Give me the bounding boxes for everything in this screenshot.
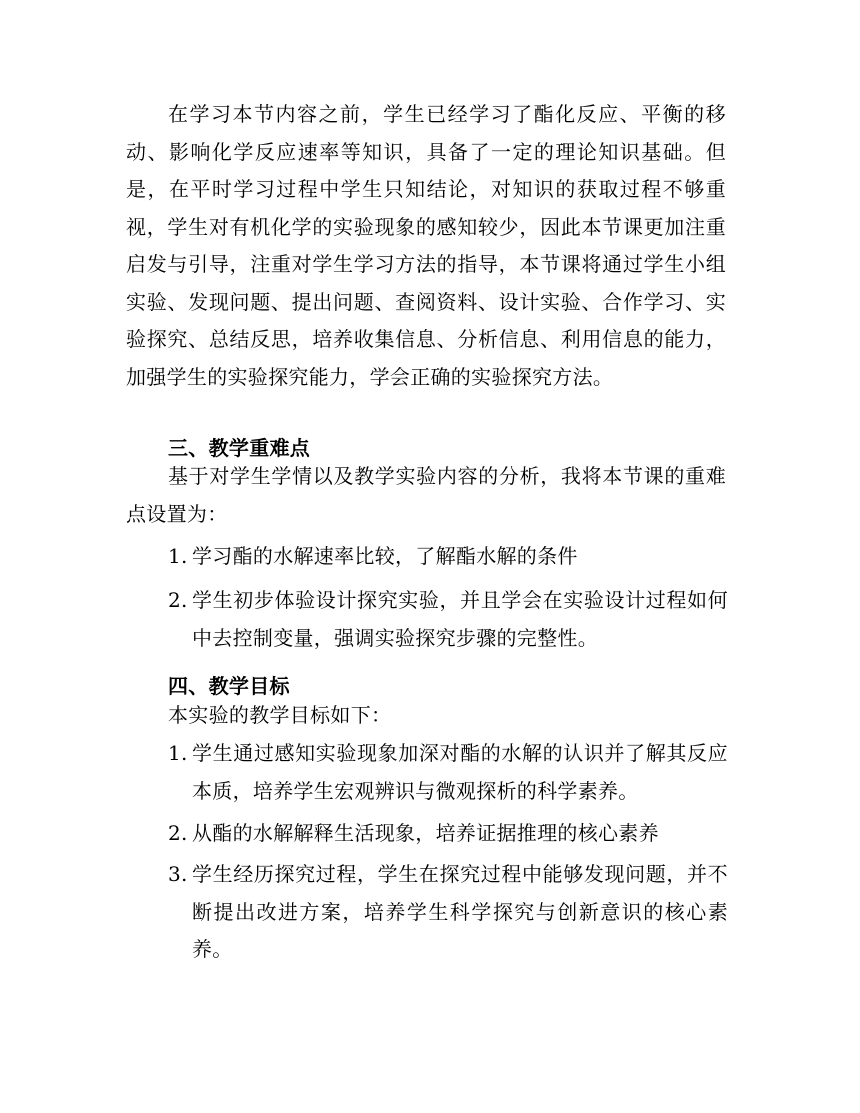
list-text: 学生通过感知实验现象加深对酯的水解的认识并了解其反应本质，培养学生宏观辨识与微观探析的科学素养。 <box>192 741 728 803</box>
list-item <box>168 735 728 810</box>
list-item <box>168 582 728 657</box>
list-text: 学习酯的水解速率比较，了解酯水解的条件 <box>192 544 578 568</box>
intro-paragraph: 在学习本节内容之前，学生已经学习了酯化反应、平衡的移动、影响化学反应速率等知识，具备了一定的理论知识基础。但是，在平时学习过程中学生只知结论，对知识的获取过程不够重视，学生对有机化学的实验现象的感知较少，因此本节课更加注重启发与引导，注重对学生学习方法的指导，本节课将通过学生小组实验、发现问题、提出问题、查阅资料、设计实验、合作学习、实验探究、总结反思，培养收集信息、分析信息、利用信息的能力，加强学生的实验探究能力，学会正确的实验探究方法。 <box>126 102 726 389</box>
list-number: 2. <box>168 821 188 845</box>
objectives-intro: 本实验的教学目标如下： <box>168 703 392 727</box>
list-item <box>168 538 728 576</box>
section-heading-objectives: 四、教学目标 <box>168 674 290 698</box>
list-item <box>168 815 728 853</box>
section-heading-key-points: 三、教学重难点 <box>168 436 311 460</box>
list-item <box>168 856 728 969</box>
list-number: 1. <box>168 544 188 568</box>
key-points-intro: 基于对学生学情以及教学实验内容的分析，我将本节课的重难点设置为： <box>126 464 726 526</box>
list-number: 2. <box>168 588 188 612</box>
list-text: 从酯的水解解释生活现象，培养证据推理的核心素养 <box>192 821 659 845</box>
list-number: 1. <box>168 741 188 765</box>
list-number: 3. <box>168 862 188 886</box>
list-text: 学生经历探究过程，学生在探究过程中能够发现问题，并不断提出改进方案，培养学生科学探究与创新意识的核心素养。 <box>192 862 728 961</box>
list-text: 学生初步体验设计探究实验，并且学会在实验设计过程如何中去控制变量，强调实验探究步骤的完整性。 <box>192 588 728 650</box>
